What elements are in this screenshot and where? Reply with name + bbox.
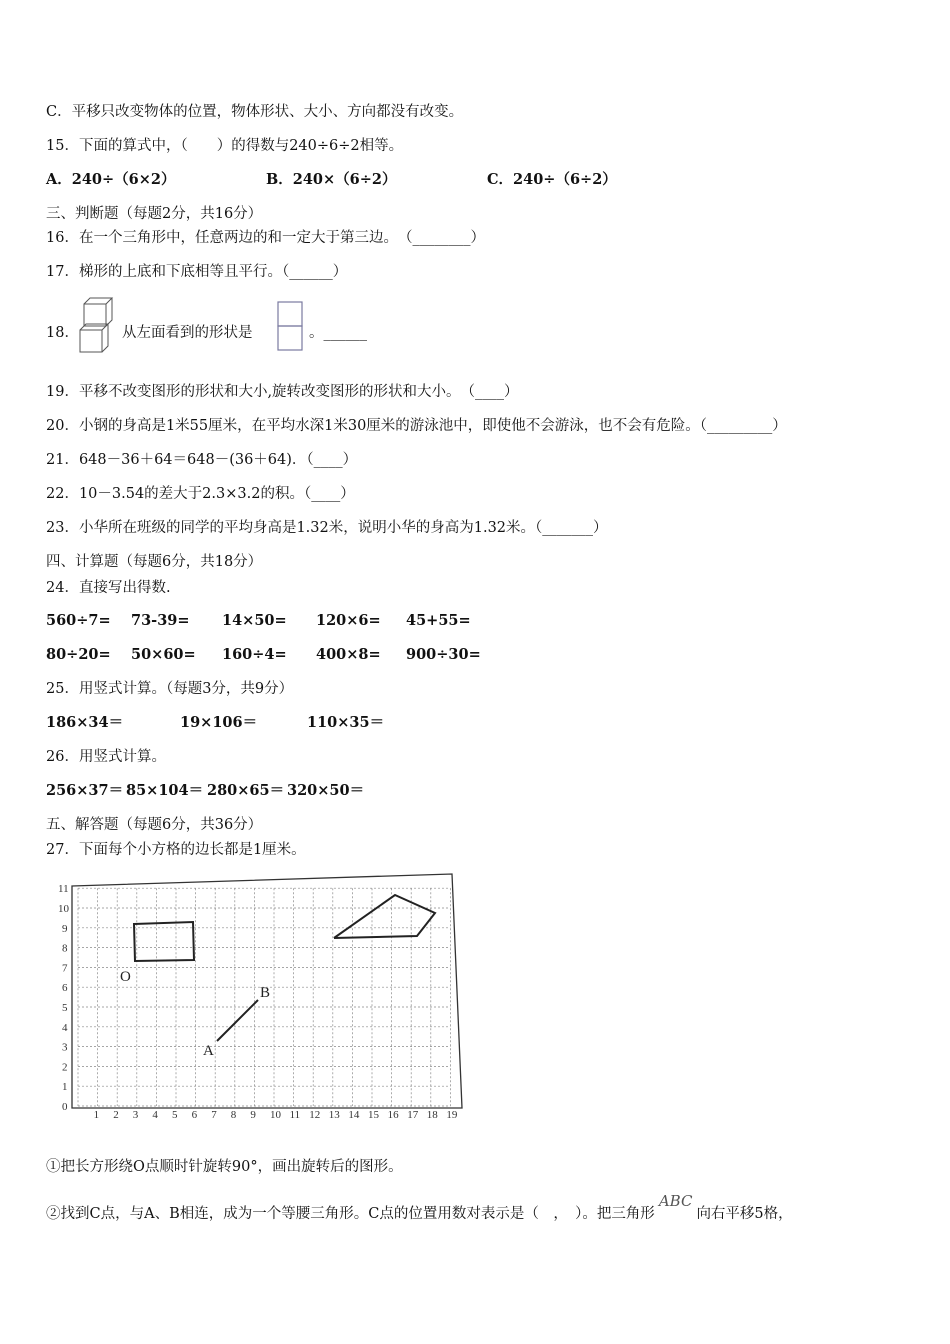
x-tick-label: 14: [348, 1109, 360, 1120]
y-tick-label: 11: [58, 883, 69, 896]
q24-row-2: [46, 645, 481, 665]
q18-text: 从左面看到的形状是: [122, 325, 253, 341]
y-tick-label: 9: [62, 922, 68, 935]
q18-tail: 。______: [309, 325, 367, 341]
sub-question-2-text: ②找到C点，与A、B相连，成为一个等腰三角形。C点的位置用数对表示是（ ， ）。把三角形: [46, 1206, 655, 1222]
q26-item: 280×65＝: [207, 782, 285, 799]
q24-item: 14×50=: [222, 612, 287, 629]
q19: 19．平移不改变图形的形状和大小,旋转改变图形的形状和大小。 （____）: [46, 384, 519, 400]
x-tick-label: 6: [191, 1109, 198, 1120]
x-tick-label: 4: [152, 1109, 158, 1120]
sub-question-2: [46, 1192, 793, 1224]
x-tick-label: 7: [211, 1109, 217, 1120]
q15-stem: 15．下面的算式中，（ ）的得数与240÷6÷2相等。: [46, 138, 404, 154]
section-4-heading: 四、计算题（每题6分，共18分）: [46, 554, 263, 570]
y-tick-label: 0: [62, 1101, 68, 1113]
q24-item: 160÷4=: [222, 646, 287, 663]
q18-number: 18．: [46, 325, 79, 341]
y-tick-label: 6: [62, 982, 68, 995]
quadrilateral-shape: [334, 895, 435, 938]
q15-option-c: C．240÷（6÷2）: [487, 171, 617, 188]
sub-question-2-tail: 向右平移5格，: [696, 1206, 793, 1222]
y-tick-label: 5: [62, 1002, 68, 1014]
q26-item: 256×37＝: [46, 782, 124, 799]
q24-row-1: [46, 611, 471, 631]
y-tick-label: 1: [62, 1081, 68, 1094]
y-tick-label: 2: [62, 1061, 68, 1074]
coordinate-grid-figure: [52, 870, 472, 1120]
q24-item: 45+55=: [406, 612, 471, 629]
x-tick-label: 12: [309, 1109, 321, 1120]
q26: 26．用竖式计算。: [46, 749, 166, 765]
y-tick-label: 8: [62, 942, 68, 955]
q15-option-a: A．240÷（6×2）: [46, 171, 176, 188]
q23: 23．小华所在班级的同学的平均身高是1.32米，说明小华的身高为1.32米。（_______）: [46, 520, 608, 536]
segment-ab: [217, 1000, 258, 1041]
q24-item: 80÷20=: [46, 646, 111, 663]
section-3-heading: 三、判断题（每题2分，共16分）: [46, 206, 263, 222]
y-tick-label: 7: [62, 962, 68, 975]
x-tick-label: 19: [446, 1109, 458, 1120]
x-tick-label: 11: [289, 1109, 301, 1120]
x-tick-label: 2: [113, 1109, 119, 1120]
point-o-label: O: [120, 969, 131, 985]
x-tick-label: 13: [328, 1109, 340, 1120]
left-view-shape: [276, 300, 304, 354]
q24-item: 400×8=: [316, 646, 381, 663]
x-tick-label: 1: [93, 1109, 100, 1120]
q25-item: 186×34＝: [46, 714, 124, 731]
q22: 22．10－3.54的差大于2.3×3.2的积。（____）: [46, 486, 355, 502]
abc-label: ABC: [658, 1192, 693, 1210]
section-5-heading: 五、解答题（每题6分，共36分）: [46, 817, 263, 833]
sub-question-1: ①把长方形绕O点顺时针旋转90°，画出旋转后的图形。: [46, 1159, 403, 1175]
q26-item: 320×50＝: [287, 782, 365, 799]
q17: 17．梯形的上底和下底相等且平行。（______）: [46, 264, 348, 280]
q27: 27．下面每个小方格的边长都是1厘米。: [46, 842, 306, 858]
q24-item: 560÷7=: [46, 612, 111, 629]
q24: 24．直接写出得数.: [46, 580, 171, 596]
y-tick-label: 10: [58, 903, 69, 915]
q25-row: [46, 713, 384, 733]
q25-item: 110×35＝: [307, 714, 385, 731]
q20: 20．小钢的身高是1米55厘米，在平均水深1米30厘米的游泳池中，即使他不会游泳，也不会有危险。（_________）: [46, 418, 787, 434]
y-tick-label: 3: [62, 1041, 68, 1054]
q24-item: 73-39=: [131, 612, 190, 629]
q24-item: 120×6=: [316, 612, 381, 629]
stacked-cubes-figure: [78, 296, 118, 356]
x-tick-label: 9: [250, 1109, 256, 1120]
q24-item: 50×60=: [131, 646, 196, 663]
x-tick-label: 18: [426, 1109, 438, 1120]
q24-item: 900÷30=: [406, 646, 481, 663]
q16: 16．在一个三角形中，任意两边的和一定大于第三边。 （________）: [46, 230, 485, 246]
x-tick-label: 5: [172, 1109, 178, 1120]
q26-item: 85×104＝: [126, 782, 204, 799]
x-tick-label: 17: [407, 1109, 419, 1120]
x-tick-label: 16: [387, 1109, 399, 1120]
y-tick-label: 4: [62, 1021, 68, 1034]
q14-option-c: C．平移只改变物体的位置，物体形状、大小、方向都没有改变。: [46, 104, 464, 120]
q15-option-b: B．240×（6÷2）: [266, 171, 397, 188]
q26-row: [46, 781, 364, 801]
x-tick-label: 3: [132, 1109, 139, 1120]
q21: 21．648－36＋64＝648－(36＋64)．（____）: [46, 452, 358, 468]
point-a-label: A: [203, 1043, 214, 1059]
point-b-label: B: [260, 985, 271, 1001]
x-tick-label: 8: [230, 1109, 237, 1120]
x-tick-label: 15: [368, 1109, 379, 1120]
q25: 25．用竖式计算。（每题3分，共9分）: [46, 681, 294, 697]
q25-item: 19×106＝: [180, 714, 258, 731]
x-tick-label: 10: [270, 1109, 281, 1120]
